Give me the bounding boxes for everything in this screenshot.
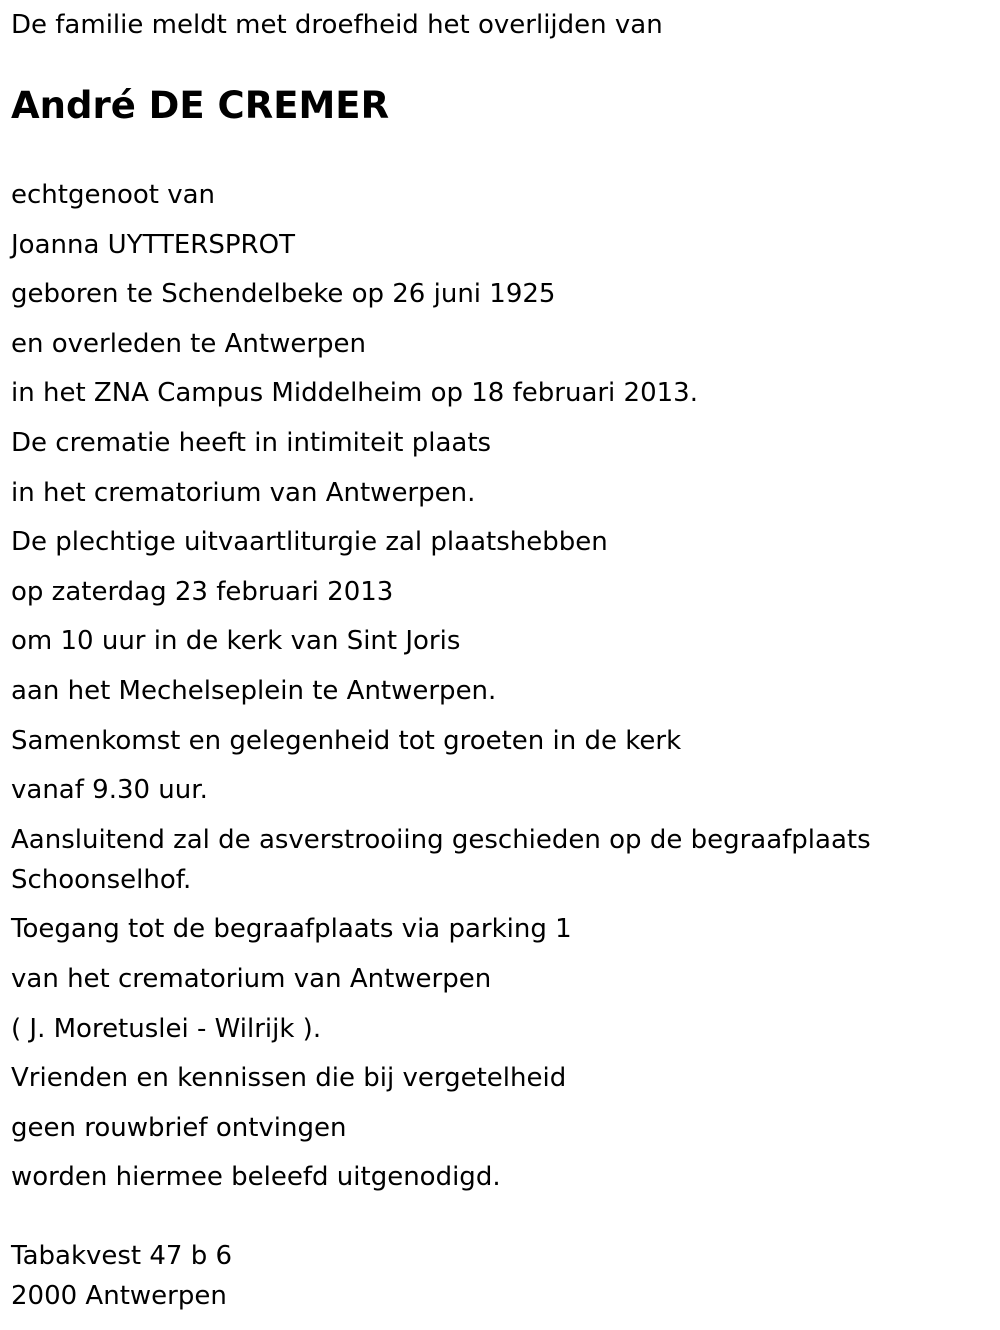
deceased-name: André DE CREMER <box>11 84 390 127</box>
notice-line: Toegang tot de begraafplaats via parking 1 <box>11 914 572 945</box>
notice-line: vanaf 9.30 uur. <box>11 775 208 806</box>
notice-line: in het ZNA Campus Middelheim op 18 februari 2013. <box>11 378 698 409</box>
notice-line: van het crematorium van Antwerpen <box>11 963 492 994</box>
address-street: Tabakvest 47 b 6 <box>11 1241 233 1271</box>
notice-line: echtgenoot van <box>11 180 216 210</box>
notice-line: De plechtige uitvaartliturgie zal plaatshebben <box>11 527 608 558</box>
notice-line: Vrienden en kennissen die bij vergetelheid <box>11 1063 567 1094</box>
notice-line: en overleden te Antwerpen <box>11 328 367 359</box>
address-city: 2000 Antwerpen <box>11 1281 227 1311</box>
notice-line: Aansluitend zal de asverstrooiing geschieden op de begraafplaats Schoonselhof. <box>11 824 871 895</box>
notice-line: om 10 uur in de kerk van Sint Joris <box>11 626 461 657</box>
notice-line: geen rouwbrief ontvingen <box>11 1112 347 1143</box>
notice-line: in het crematorium van Antwerpen. <box>11 477 476 508</box>
notice-line: aan het Mechelseplein te Antwerpen. <box>11 675 497 706</box>
notice-line: Joanna UYTTERSPROT <box>11 229 295 260</box>
notice-line: worden hiermee beleefd uitgenodigd. <box>11 1162 501 1193</box>
notice-line: geboren te Schendelbeke op 26 juni 1925 <box>11 279 556 310</box>
notice-body <box>11 175 991 1207</box>
notice-line: De crematie heeft in intimiteit plaats <box>11 427 492 458</box>
notice-line: Samenkomst en gelegenheid tot groeten in de kerk <box>11 725 682 756</box>
address-block <box>11 1236 232 1316</box>
notice-line: op zaterdag 23 februari 2013 <box>11 576 394 607</box>
notice-intro: De familie meldt met droefheid het overlijden van <box>11 10 663 40</box>
notice-line: ( J. Moretuslei - Wilrijk ). <box>11 1013 322 1044</box>
